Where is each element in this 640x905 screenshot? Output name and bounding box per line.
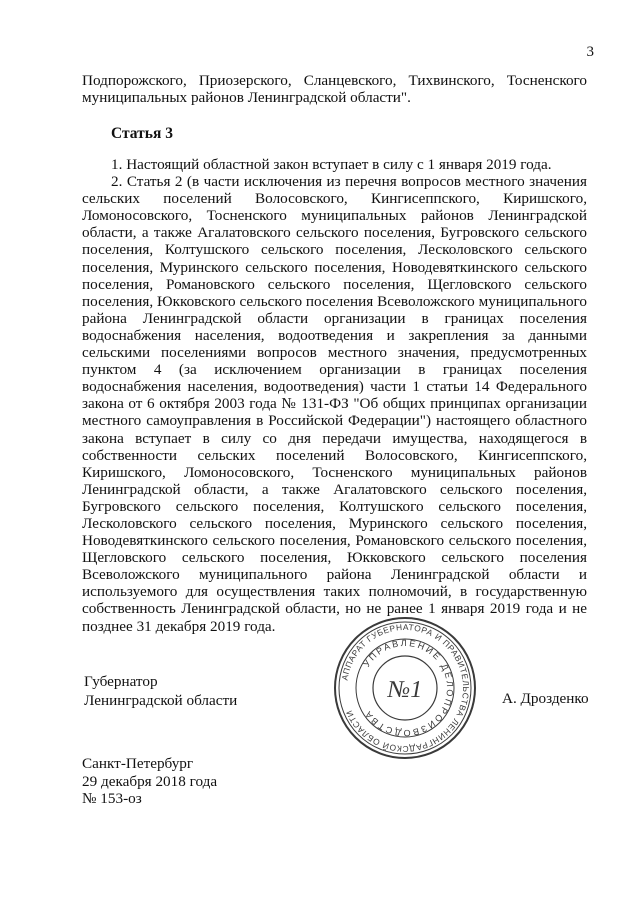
intro-text	[82, 72, 587, 106]
date: 29 декабря 2018 года	[82, 772, 218, 790]
paragraph-1: 1. Настоящий областной закон вступает в силу с 1 января 2019 года.	[111, 156, 552, 173]
official-seal	[330, 613, 480, 763]
signature-title	[84, 672, 237, 710]
city: Санкт-Петербург	[82, 755, 194, 772]
law-number: № 153-оз	[82, 790, 142, 807]
seal-center-text: №1	[387, 677, 423, 703]
signature-name: А. Дрозденко	[502, 690, 589, 707]
paragraph-2: 2. Статья 2 (в части исключения из перечня вопросов местного значения сельских поселений Волосовского, Кингисеппского, Киришского, Ломоносовского, Тосненского муниципальных районов Ленинградской области, а также Агалатовского сельского поселения, Бугровского сельского поселения, Колтушского сельского поселения, Лесколовского сельского поселения, Муринского сельского поселения, Новодевяткинского сельского поселения, Романовского сельского поселения, Щегловского сельского поселения, Юкковского сельского поселения Всеволожского муниципального района Ленинградской области организации в границах поселения водоснабжения населения, водоотведения и закрепления за данными сельскими поселениями вопросов местного значения, предусмотренных пунктом 4 (за исключением организации в границах поселения водоснабжения населения, водоотведения) части 1 статьи 14 Федерального закона от 6 октября 2003 года № 131-ФЗ "Об общих принципах организации местного самоуправления в Российской Федерации") настоящего областного закона вступает в силу со дня передачи имущества, находящегося в собственности сельских поселений Волосовского, Кингисеппского, Киришского, Ломоносовского, Тосненского муниципальных районов Ленинградской области, а также Агалатовского сельского поселения, Бугровского сельского поселения, Колтушского сельского поселения, Лесколовского сельского поселения, Муринского сельского поселения, Новодевяткинского сельского поселения, Романовского сельского поселения, Щегловского сельского поселения, Юкковского сельского поселения Всеволожского муниципального района Ленинградской области и используемого для осуществления таких полномочий, в государственную собственность Ленинградской области, но не ранее 1 января 2019 года и не позднее 31 декабря 2019 года.	[82, 173, 587, 635]
article-body	[82, 156, 587, 635]
seal-inner-text: УПРАВЛЕНИЕ ДЕЛОПРОИЗВОДСТВА	[361, 637, 456, 739]
page-number: 3	[586, 44, 594, 60]
seal-outer-text: АППАРАТ ГУБЕРНАТОРА И ПРАВИТЕЛЬСТВА ЛЕНИНГРАДСКОЙ ОБЛАСТИ	[339, 621, 472, 755]
signature-title-line1: Губернатор	[84, 673, 158, 690]
place-date	[82, 755, 217, 808]
article-heading: Статья 3	[111, 125, 173, 142]
signature-title-line2: Ленинградской области	[84, 692, 238, 709]
intro-paragraph: Подпорожского, Приозерского, Сланцевского, Тихвинского, Тосненского муниципальных районов Ленинградской области".	[82, 72, 587, 107]
